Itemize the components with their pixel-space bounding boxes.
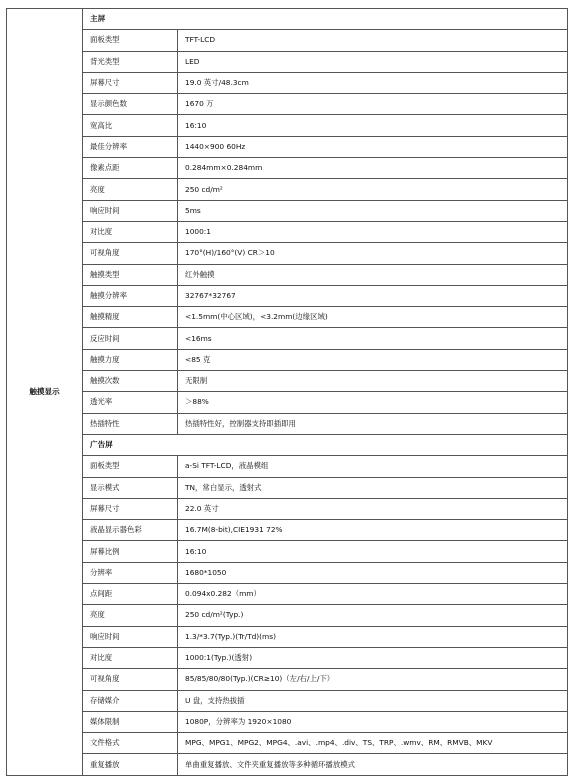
table-row — [7, 690, 568, 711]
table-row — [7, 520, 568, 541]
spec-value: 0.094x0.282（mm） — [178, 584, 568, 605]
table-row — [7, 647, 568, 668]
spec-label: 可视角度 — [83, 669, 178, 690]
table-row — [7, 498, 568, 519]
table-row — [7, 115, 568, 136]
table-row — [7, 562, 568, 583]
spec-label: 媒体限制 — [83, 711, 178, 732]
spec-label: 分辨率 — [83, 562, 178, 583]
spec-value: ＞88% — [178, 392, 568, 413]
spec-label: 亮度 — [83, 179, 178, 200]
spec-label: 响应时间 — [83, 626, 178, 647]
spec-label: 背光类型 — [83, 51, 178, 72]
spec-label: 屏幕尺寸 — [83, 498, 178, 519]
spec-label: 最佳分辨率 — [83, 136, 178, 157]
spec-value: 32767*32767 — [178, 285, 568, 306]
group-label: 触摸显示 — [7, 9, 83, 776]
table-row — [7, 158, 568, 179]
table-row — [7, 605, 568, 626]
table-row — [7, 221, 568, 242]
section-title: 主屏 — [83, 9, 568, 30]
table-row — [7, 243, 568, 264]
table-row — [7, 264, 568, 285]
spec-value: a-Si TFT-LCD，液晶模组 — [178, 456, 568, 477]
spec-value: 19.0 英寸/48.3cm — [178, 72, 568, 93]
spec-value: 1000:1 — [178, 221, 568, 242]
spec-label: 屏幕尺寸 — [83, 72, 178, 93]
spec-label: 面板类型 — [83, 30, 178, 51]
spec-label: 面板类型 — [83, 456, 178, 477]
spec-value: 无限制 — [178, 371, 568, 392]
spec-table — [6, 8, 568, 776]
table-row — [7, 669, 568, 690]
spec-label: 存储媒介 — [83, 690, 178, 711]
spec-label: 液晶显示器色彩 — [83, 520, 178, 541]
table-row — [7, 392, 568, 413]
spec-value: LED — [178, 51, 568, 72]
spec-value: 1440×900 60Hz — [178, 136, 568, 157]
spec-label: 对比度 — [83, 647, 178, 668]
table-row — [7, 371, 568, 392]
spec-label: 触摸类型 — [83, 264, 178, 285]
spec-value: 1.3/*3.7(Typ.)(Tr/Td)(ms) — [178, 626, 568, 647]
table-row — [7, 584, 568, 605]
spec-value: 250 cd/m²(Typ.) — [178, 605, 568, 626]
spec-value: 热插特性好，控制器支持即插即用 — [178, 413, 568, 434]
table-row — [7, 285, 568, 306]
spec-label: 可视角度 — [83, 243, 178, 264]
spec-label: 点间距 — [83, 584, 178, 605]
spec-value: 5ms — [178, 200, 568, 221]
spec-label: 热插特性 — [83, 413, 178, 434]
table-row — [7, 733, 568, 754]
spec-label: 触摸分辨率 — [83, 285, 178, 306]
table-row — [7, 72, 568, 93]
spec-table-body — [7, 9, 568, 776]
spec-label: 透光率 — [83, 392, 178, 413]
spec-value: 85/85/80/80(Typ.)(CR≥10)（左/右/上/下） — [178, 669, 568, 690]
table-row — [7, 711, 568, 732]
spec-value: 250 cd/m² — [178, 179, 568, 200]
spec-value: 16:10 — [178, 541, 568, 562]
table-row — [7, 413, 568, 434]
spec-value: TN，常白显示，透射式 — [178, 477, 568, 498]
spec-value: 1670 万 — [178, 94, 568, 115]
spec-value: 红外触摸 — [178, 264, 568, 285]
spec-value: <16ms — [178, 328, 568, 349]
spec-value: 170°(H)/160°(V) CR＞10 — [178, 243, 568, 264]
section-header-row — [7, 434, 568, 455]
table-row — [7, 477, 568, 498]
table-row — [7, 541, 568, 562]
spec-label: 文件格式 — [83, 733, 178, 754]
spec-value: <1.5mm(中心区域)，<3.2mm(边缘区域) — [178, 307, 568, 328]
spec-value: <85 克 — [178, 349, 568, 370]
table-row — [7, 200, 568, 221]
table-row — [7, 51, 568, 72]
spec-label: 反应时间 — [83, 328, 178, 349]
spec-label: 宽高比 — [83, 115, 178, 136]
spec-value: U 盘，支持热拔插 — [178, 690, 568, 711]
spec-value: 16.7M(8-bit),CIE1931 72% — [178, 520, 568, 541]
spec-label: 重复播放 — [83, 754, 178, 775]
spec-value: 16:10 — [178, 115, 568, 136]
table-row — [7, 179, 568, 200]
spec-value: TFT-LCD — [178, 30, 568, 51]
section-header-row — [7, 9, 568, 30]
spec-label: 像素点距 — [83, 158, 178, 179]
spec-label: 屏幕比例 — [83, 541, 178, 562]
table-row — [7, 626, 568, 647]
spec-value: 1680*1050 — [178, 562, 568, 583]
table-row — [7, 307, 568, 328]
table-row — [7, 328, 568, 349]
spec-value: 1000:1(Typ.)(透射) — [178, 647, 568, 668]
spec-value: MPG、MPG1、MPG2、MPG4、.avi、.mp4、.div、TS、TRP、.wmv、RM、RMVB、MKV — [178, 733, 568, 754]
table-row — [7, 136, 568, 157]
spec-label: 对比度 — [83, 221, 178, 242]
spec-label: 触摸精度 — [83, 307, 178, 328]
table-row — [7, 456, 568, 477]
spec-label: 显示颜色数 — [83, 94, 178, 115]
spec-label: 触摸次数 — [83, 371, 178, 392]
table-row — [7, 349, 568, 370]
spec-label: 触摸力度 — [83, 349, 178, 370]
spec-value: 22.0 英寸 — [178, 498, 568, 519]
spec-value: 0.284mm×0.284mm — [178, 158, 568, 179]
spec-label: 亮度 — [83, 605, 178, 626]
spec-value: 单曲重复播放、文件夹重复播放等多种循环播放模式 — [178, 754, 568, 775]
spec-value: 1080P，分辨率为 1920×1080 — [178, 711, 568, 732]
spec-label: 显示模式 — [83, 477, 178, 498]
table-row — [7, 94, 568, 115]
section-title: 广告屏 — [83, 434, 568, 455]
table-row — [7, 754, 568, 775]
spec-label: 响应时间 — [83, 200, 178, 221]
table-row — [7, 30, 568, 51]
